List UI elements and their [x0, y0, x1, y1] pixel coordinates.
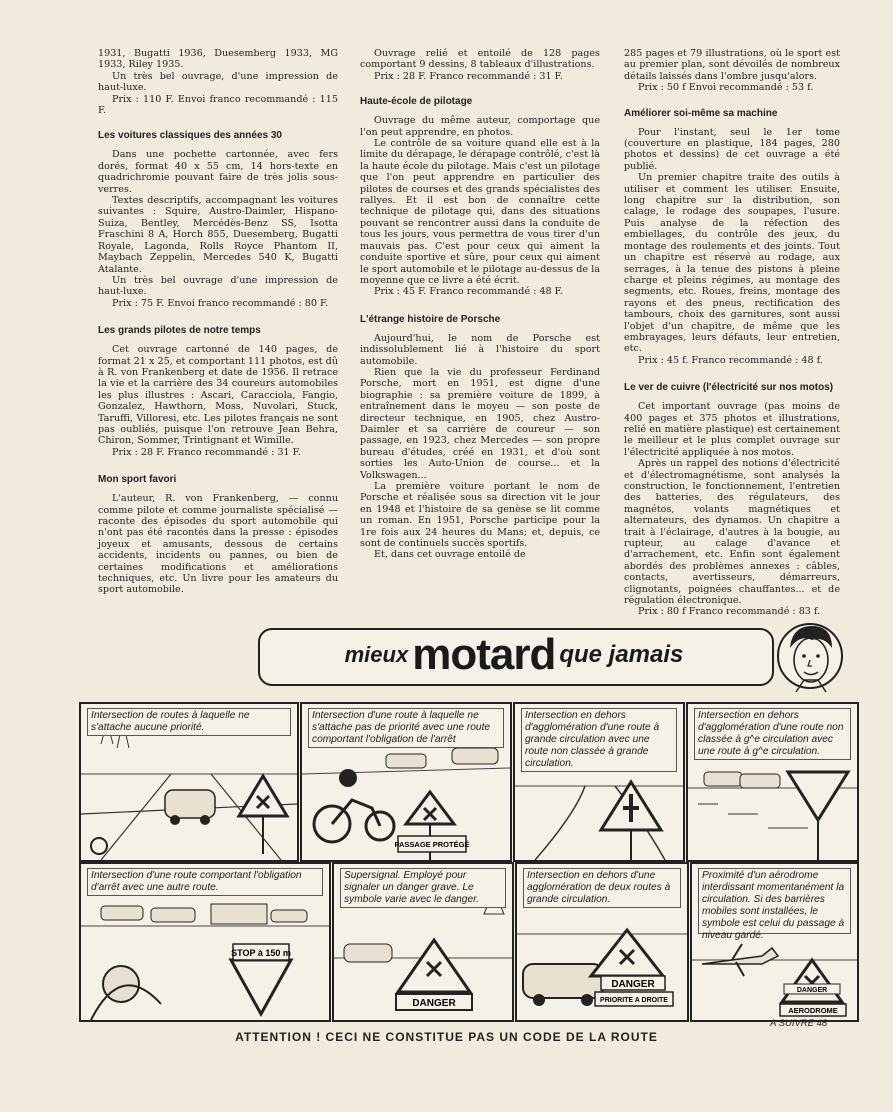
sign-plate-text: PRIORITE A DROITE [600, 997, 668, 1004]
paragraph: Après un rappel des notions d'électricité et d'électromagnétisme, sont analysés la construction, le fonctionnement, l'entretien des batteries, des régulateurs, des magnétos, volants magnétiques et alternateurs, des dynamos. Un chapitre a trait à l'éclairage, d'autres à la bougie, au rupteur, au calage d'avance et d'arrachement, etc. Enfin sont également abordés des problèmes annexes : câbles, contacts, avertisseurs, démarreurs, clignotants, poignées chauffantes... et de régulation électronique. [624, 458, 840, 607]
paragraph: 285 pages et 79 illustrations, où le sport est au premier plan, sont dévoilés de nombreux détails laissés dans l'ombre jusqu'alors. [624, 48, 840, 82]
section-heading: L'étrange histoire de Porsche [360, 313, 501, 325]
section-heading: Améliorer soi-même sa machine [624, 107, 778, 119]
section-heading: Les grands pilotes de notre temps [98, 325, 261, 337]
paragraph: Textes descriptifs, accompagnant les voitures suivantes : Squire, Austro-Daimler, Hispano-Suiza, Bentley, Mercédès-Benz SS, Isotta Fraschini 8 A, Horch 855, Duesemberg, Bugatti Royale, Lagonda, Rolls Royce Phantom II, Maybach Zeppelin, Mercedes 540 K, Bugatti Atalante. [98, 195, 338, 275]
banner-title [258, 628, 770, 682]
paragraph: Prix : 45 f. Franco recommandé : 48 f. [638, 354, 823, 366]
comic-panel [513, 702, 685, 862]
sign-plate-text: AERODROME [788, 1006, 838, 1015]
panel-caption: Proximité d'un aérodrome interdissant momentanément la circulation. Si des barrières mobiles sont installées, le symbole est celui du passage à niveau gardé. [698, 868, 851, 934]
sign-plate-text: DANGER [412, 998, 456, 1009]
panel-caption: Supersignal. Employé pour signaler un danger grave. Le symbole varie avec le danger. [340, 868, 506, 908]
paragraph: Ouvrage relié et entoilé de 128 pages comportant 9 dessins, 8 tableaux d'illustrations. [360, 48, 600, 71]
article-column-3 [624, 48, 840, 618]
comic-panel [690, 862, 859, 1022]
article-column-2 [360, 48, 600, 561]
paragraph: La première voiture portant le nom de Porsche et réalisée sous sa direction vit le jour en 1948 et l'histoire de sa genèse se lit comme un roman. En 1951, Porsche participe pour la 1re fois aux 24 heures du Mans; et, depuis, ce sont de continuels succès sportifs. [360, 481, 600, 550]
paragraph: Prix : 50 f Envoi recommandé : 53 f. [638, 82, 814, 94]
paragraph: Aujourd'hui, le nom de Porsche est indissolublement lié à l'histoire du sport automobile. [360, 332, 600, 367]
panel-caption: Intersection en dehors d'agglomération d'une route à grande circulation avec une route non classée à grande circulation. [521, 708, 677, 772]
paragraph: Prix : 45 F. Franco recommandé : 48 F. [374, 286, 563, 298]
paragraph: Et, dans cet ouvrage entoilé de [374, 549, 526, 561]
panel-caption: Intersection d'une route à laquelle ne s'attache pas de priorité avec une route comportant l'obligation de l'arrêt [308, 708, 504, 748]
sign-plate-text: PASSAGE PROTÉGÉ [394, 840, 470, 849]
section-heading: Haute-école de pilotage [360, 96, 473, 108]
paragraph: Prix : 110 F. Envoi franco recommandé : 115 F. [98, 93, 338, 117]
paragraph: 1931, Bugatti 1936, Duesemberg 1933, MG 1933, Riley 1935. [98, 48, 338, 71]
paragraph: Rien que la vie du professeur Ferdinand Porsche, mort en 1951, est digne d'une biographie : sa première voiture de 1899, à entraînement dans le moyeu — son poste de directeur technique, en 1905, chez Austro-Daimler et sa carrière de coureur — son passage, en 1923, chez Mercedes — son propre bureau d'études, créé en 1931, et d'où sont sorties les Auto-Union de course... et la Volkswagen... [360, 366, 600, 481]
sign-plate-text: DANGER [796, 987, 828, 994]
comic-panel [79, 702, 299, 862]
banner-word-1: mieux [344, 642, 409, 667]
paragraph: Un très bel ouvrage d'une impression de haut-luxe. [98, 274, 338, 298]
paragraph: L'auteur, R. von Frankenberg, — connu comme pilote et comme journaliste spécialisé — raconte des épisodes du sport automobile qui n'ont pas été racontés dans la presse : épisodes joyeux et amusants, dessous de certains accidents, incidents ou pannes, ou bien de certaines modifications et améliorations techniques, etc. Un livre pour les amateurs du sport automobile. [98, 493, 338, 596]
footer-warning: ATTENTION ! CECI NE CONSTITUE PAS UN CODE DE LA ROUTE [235, 1030, 658, 1044]
banner-word-3: que jamais [559, 641, 684, 668]
sign-plate-text: STOP à 150 m [231, 948, 291, 958]
panel-caption: Intersection d'une route comportant l'obligation d'arrêt avec une autre route. [87, 868, 323, 896]
comic-panel [79, 862, 331, 1022]
paragraph: Le contrôle de sa voiture quand elle est à la limite du dérapage, le dérapage contrôlé, c'est là la haute école du pilotage. Mais c'est un pilotage que l'on peut apprendre en particulier des pilotes de courses et des grands spécialistes des rallyes. Et il est bon de connaître cette technique de pilotage qui, dans des situations pouvant se rencontrer aussi dans la conduite de tous les jours, vous permettra de vous tirer d'un mauvais pas. C'est pour ceux qui aiment la conduite sportive et sûre, pour ceux qui aiment le sport automobile et le pilotage au-dessus de la moyenne que ce livre a été écrit. [360, 138, 600, 286]
road-signs-comic [79, 702, 855, 1018]
comic-panel [300, 702, 512, 862]
comic-panel [515, 862, 689, 1022]
panel-caption: Intersection en dehors d'agglomération d'une route non classée à g^e circulation avec une route à g^e circulation. [694, 708, 851, 760]
article-column-1 [98, 48, 338, 596]
paragraph: Prix : 28 F. Franco recommandé : 31 F. [374, 70, 563, 82]
section-heading: Les voitures classiques des années 30 [98, 130, 282, 142]
section-heading: Le ver de cuivre (l'électricité sur nos motos) [624, 382, 834, 394]
sign-plate-text: DANGER [611, 979, 655, 990]
paragraph: Dans une pochette cartonnée, avec fers dorés, format 40 x 55 cm, 14 hors-texte en quadrichromie pouvant faire de très jolis sous-verres. [98, 149, 338, 195]
continued-note: A SUIVRE 48 [770, 1018, 828, 1029]
paragraph: Prix : 80 f Franco recommandé : 83 f. [638, 606, 821, 618]
mascot-face-icon [776, 614, 846, 700]
paragraph: Cet ouvrage cartonné de 140 pages, de format 21 x 25, et comportant 111 photos, est dû à R. von Frankenberg et date de 1956. Il retrace la vie et la carrière des 34 coureurs automobiles les plus illustres : Ascari, Caracciola, Fangio, Gonzalez, Hawthorn, Moss, Nuvolari, Stuck, Taruffi, Villoresi, etc. Les pilotes français ne sont pas oubliés, puisque l'on retrouve Jean Behra, Chiron, Sommer, Trintignant et Wimille. [98, 344, 338, 447]
section-heading: Mon sport favori [98, 474, 177, 486]
comic-panel [686, 702, 859, 862]
comic-panel [332, 862, 514, 1022]
paragraph: Un premier chapitre traite des outils à utiliser et comment les utiliser. Ensuite, long chapitre sur la distribution, son calage, le rodage des soupapes, l'usure. Puis analyse de la réfection des embiellages, du contrôle des jeux, du montage des roulements et des joints. Tout un chapitre est réservé au rodage, aux serrages, à la tenue des pistons à pleine charge et pleins régimes, au montage des segments, etc. Roues, freins, montage des rayons et des pneus, rectification des tambours, choix des garnitures, sont aussi l'objet d'un chapitre, de même que les embrayages, leurs défauts, leur entretien, etc. [624, 172, 840, 355]
paragraph: Pour l'instant, seul le 1er tome (couverture en plastique, 184 pages, 280 photos et dessins) de cet ouvrage a été publié. [624, 126, 840, 172]
banner [258, 614, 838, 700]
banner-word-2: motard [412, 630, 556, 679]
paragraph: Prix : 28 F. Franco recommandé : 31 F. [112, 446, 301, 458]
paragraph: Ouvrage du même auteur, comportage que l'on peut apprendre, en photos. [360, 115, 600, 138]
panel-caption: Intersection en dehors d'une agglomération de deux routes à grande circulation. [523, 868, 681, 908]
panel-caption: Intersection de routes à laquelle ne s'attache aucune priorité. [87, 708, 291, 736]
paragraph: Cet important ouvrage (pas moins de 400 pages et 375 photos et illustrations, relié en matière plastique) est certainement le meilleur et le plus complet ouvrage sur l'électricité appliquée à nos motos. [624, 401, 840, 458]
paragraph: Prix : 75 F. Envoi franco recommandé : 80 F. [112, 297, 329, 309]
paragraph: Un très bel ouvrage, d'une impression de haut-luxe. [98, 70, 338, 94]
